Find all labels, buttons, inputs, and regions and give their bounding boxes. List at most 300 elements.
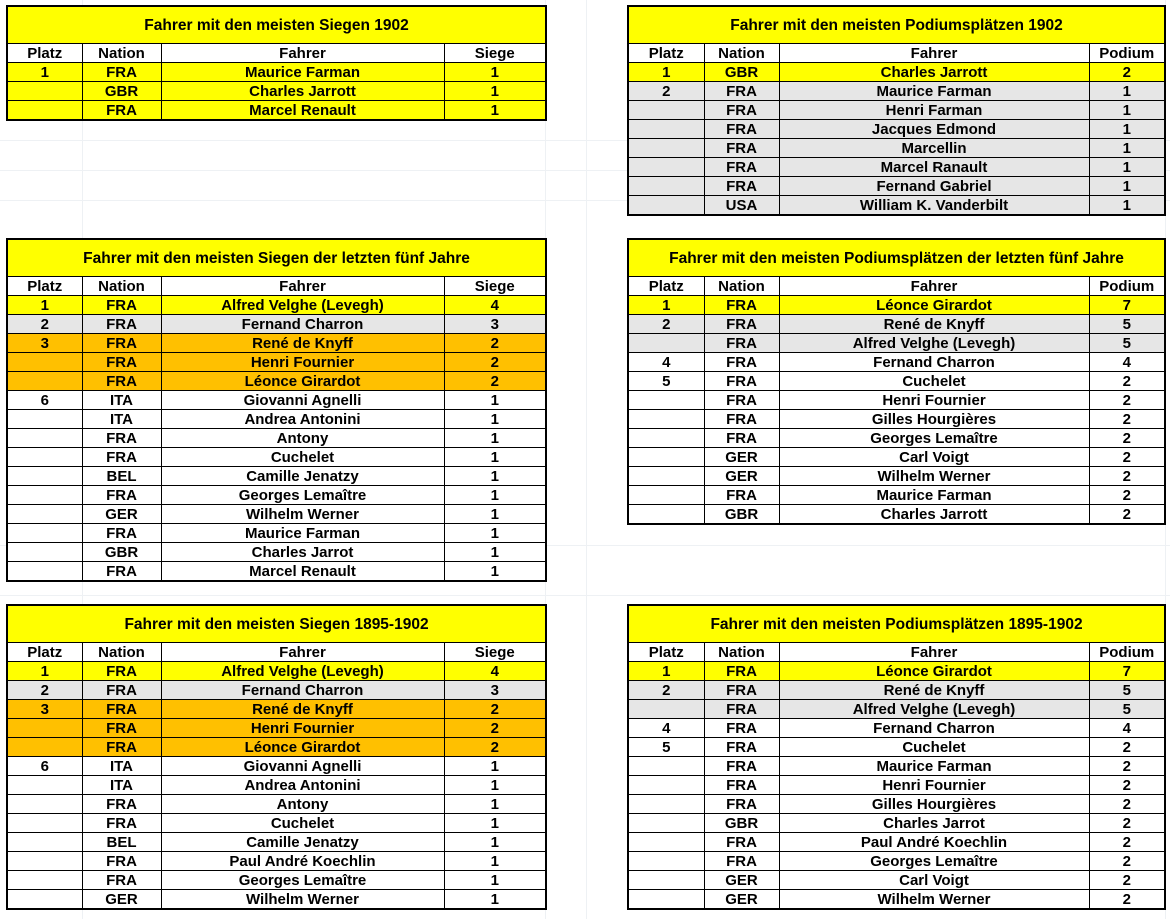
cell-platz <box>628 467 704 486</box>
cell-nation: FRA <box>82 334 161 353</box>
cell-nation: FRA <box>704 139 779 158</box>
column-header-siege: Siege <box>444 44 546 63</box>
cell-platz <box>628 120 704 139</box>
cell-nation: FRA <box>704 315 779 334</box>
table-row <box>7 871 546 890</box>
cell-platz <box>7 738 82 757</box>
cell-fahrer: René de Knyff <box>779 315 1089 334</box>
cell-nation: FRA <box>82 101 161 121</box>
cell-nation: FRA <box>704 486 779 505</box>
cell-platz <box>7 486 82 505</box>
cell-fahrer: Cuchelet <box>161 814 444 833</box>
cell-platz <box>628 890 704 910</box>
table-row <box>7 562 546 582</box>
cell-nation: FRA <box>82 429 161 448</box>
cell-platz <box>7 833 82 852</box>
cell-fahrer: Giovanni Agnelli <box>161 757 444 776</box>
cell-siege: 1 <box>444 871 546 890</box>
cell-nation: FRA <box>82 372 161 391</box>
cell-fahrer: Fernand Charron <box>161 681 444 700</box>
table-podium-1902 <box>627 5 1166 216</box>
cell-nation: FRA <box>82 562 161 582</box>
cell-platz <box>7 776 82 795</box>
table-row <box>7 82 546 101</box>
column-header-fahrer: Fahrer <box>779 44 1089 63</box>
column-header-podium: Podium <box>1089 643 1165 662</box>
cell-podium: 2 <box>1089 833 1165 852</box>
table-row <box>628 296 1165 315</box>
cell-fahrer: Andrea Antonini <box>161 410 444 429</box>
cell-podium: 2 <box>1089 757 1165 776</box>
cell-fahrer: Gilles Hourgières <box>779 410 1089 429</box>
cell-platz: 6 <box>7 757 82 776</box>
cell-platz <box>628 448 704 467</box>
cell-podium: 1 <box>1089 82 1165 101</box>
table-row <box>7 524 546 543</box>
table-row <box>628 63 1165 82</box>
cell-platz <box>7 562 82 582</box>
table-row <box>7 315 546 334</box>
table-row <box>628 410 1165 429</box>
cell-fahrer: Antony <box>161 795 444 814</box>
table-row <box>7 700 546 719</box>
cell-nation: ITA <box>82 776 161 795</box>
cell-fahrer: Cuchelet <box>779 372 1089 391</box>
cell-nation: FRA <box>82 852 161 871</box>
cell-nation: FRA <box>82 524 161 543</box>
cell-fahrer: Charles Jarrott <box>779 505 1089 525</box>
cell-podium: 2 <box>1089 776 1165 795</box>
cell-nation: FRA <box>704 372 779 391</box>
table-row <box>628 814 1165 833</box>
cell-platz <box>7 353 82 372</box>
cell-platz <box>7 101 82 121</box>
cell-fahrer: Wilhelm Werner <box>779 890 1089 910</box>
cell-podium: 2 <box>1089 429 1165 448</box>
cell-platz: 2 <box>628 681 704 700</box>
table-row <box>7 410 546 429</box>
cell-podium: 2 <box>1089 814 1165 833</box>
cell-nation: GER <box>704 890 779 910</box>
table-siege-1902 <box>6 5 547 121</box>
table-row <box>7 681 546 700</box>
cell-siege: 1 <box>444 795 546 814</box>
column-header-fahrer: Fahrer <box>779 277 1089 296</box>
cell-nation: FRA <box>704 101 779 120</box>
cell-nation: FRA <box>704 662 779 681</box>
cell-podium: 2 <box>1089 63 1165 82</box>
table-row <box>628 391 1165 410</box>
cell-platz <box>7 890 82 910</box>
cell-nation: FRA <box>704 852 779 871</box>
table-row <box>628 776 1165 795</box>
table-row <box>7 63 546 82</box>
cell-fahrer: Maurice Farman <box>779 82 1089 101</box>
cell-platz: 2 <box>628 82 704 101</box>
table-row <box>7 467 546 486</box>
table-row <box>628 681 1165 700</box>
cell-nation: FRA <box>704 296 779 315</box>
cell-nation: FRA <box>82 353 161 372</box>
cell-platz: 1 <box>7 662 82 681</box>
table-row <box>628 738 1165 757</box>
cell-podium: 2 <box>1089 486 1165 505</box>
cell-siege: 2 <box>444 738 546 757</box>
cell-siege: 1 <box>444 391 546 410</box>
table-row <box>7 486 546 505</box>
column-header-platz: Platz <box>628 643 704 662</box>
cell-platz <box>7 814 82 833</box>
table-row <box>628 890 1165 910</box>
cell-nation: FRA <box>82 738 161 757</box>
cell-fahrer: Léonce Girardot <box>161 738 444 757</box>
cell-siege: 1 <box>444 852 546 871</box>
cell-fahrer: Camille Jenatzy <box>161 467 444 486</box>
cell-nation: ITA <box>82 391 161 410</box>
cell-podium: 2 <box>1089 391 1165 410</box>
table-row <box>628 372 1165 391</box>
cell-nation: FRA <box>82 719 161 738</box>
table-row <box>628 315 1165 334</box>
cell-fahrer: Paul André Koechlin <box>779 833 1089 852</box>
table-row <box>7 757 546 776</box>
table-row <box>7 505 546 524</box>
cell-fahrer: René de Knyff <box>779 681 1089 700</box>
column-header-fahrer: Fahrer <box>161 277 444 296</box>
table-podium-5jahre <box>627 238 1166 525</box>
table-row <box>628 429 1165 448</box>
cell-platz <box>628 101 704 120</box>
cell-fahrer: Alfred Velghe (Levegh) <box>779 700 1089 719</box>
cell-siege: 4 <box>444 296 546 315</box>
cell-fahrer: Paul André Koechlin <box>161 852 444 871</box>
column-header-fahrer: Fahrer <box>161 643 444 662</box>
cell-platz <box>628 871 704 890</box>
cell-nation: BEL <box>82 833 161 852</box>
cell-fahrer: Maurice Farman <box>779 757 1089 776</box>
cell-podium: 2 <box>1089 852 1165 871</box>
cell-nation: GBR <box>704 505 779 525</box>
cell-fahrer: Cuchelet <box>161 448 444 467</box>
column-header-platz: Platz <box>628 44 704 63</box>
cell-fahrer: Georges Lemaître <box>779 852 1089 871</box>
table-row <box>7 372 546 391</box>
cell-platz <box>628 505 704 525</box>
table-row <box>628 334 1165 353</box>
table-row <box>628 662 1165 681</box>
table-row <box>7 543 546 562</box>
cell-nation: FRA <box>704 681 779 700</box>
cell-fahrer: Léonce Girardot <box>161 372 444 391</box>
cell-fahrer: Charles Jarrott <box>779 63 1089 82</box>
cell-platz: 6 <box>7 391 82 410</box>
cell-fahrer: Jacques Edmond <box>779 120 1089 139</box>
cell-podium: 1 <box>1089 196 1165 216</box>
column-header-fahrer: Fahrer <box>161 44 444 63</box>
cell-nation: FRA <box>82 486 161 505</box>
cell-podium: 2 <box>1089 738 1165 757</box>
cell-platz <box>628 334 704 353</box>
cell-fahrer: Maurice Farman <box>161 63 444 82</box>
cell-fahrer: Maurice Farman <box>161 524 444 543</box>
table-row <box>628 700 1165 719</box>
column-header-siege: Siege <box>444 277 546 296</box>
cell-siege: 1 <box>444 543 546 562</box>
cell-nation: FRA <box>82 681 161 700</box>
column-header-nation: Nation <box>704 277 779 296</box>
cell-siege: 1 <box>444 757 546 776</box>
cell-nation: FRA <box>82 63 161 82</box>
cell-siege: 1 <box>444 467 546 486</box>
cell-siege: 2 <box>444 353 546 372</box>
cell-fahrer: Wilhelm Werner <box>161 505 444 524</box>
cell-siege: 1 <box>444 833 546 852</box>
cell-nation: ITA <box>82 410 161 429</box>
cell-podium: 5 <box>1089 681 1165 700</box>
table-title: Fahrer mit den meisten Podiumsplätzen 1902 <box>628 6 1165 44</box>
cell-siege: 1 <box>444 101 546 121</box>
cell-platz <box>7 410 82 429</box>
cell-nation: FRA <box>704 738 779 757</box>
cell-platz: 1 <box>628 296 704 315</box>
cell-siege: 2 <box>444 700 546 719</box>
table-row <box>7 391 546 410</box>
cell-podium: 1 <box>1089 139 1165 158</box>
cell-fahrer: Marcellin <box>779 139 1089 158</box>
cell-siege: 1 <box>444 890 546 910</box>
cell-siege: 3 <box>444 315 546 334</box>
table-siege-5jahre <box>6 238 547 582</box>
table-row <box>7 890 546 910</box>
cell-fahrer: Fernand Gabriel <box>779 177 1089 196</box>
cell-nation: BEL <box>82 467 161 486</box>
cell-fahrer: Marcel Ranault <box>779 158 1089 177</box>
cell-fahrer: Georges Lemaître <box>779 429 1089 448</box>
cell-platz <box>628 177 704 196</box>
table-row <box>7 296 546 315</box>
table-row <box>7 738 546 757</box>
cell-podium: 5 <box>1089 334 1165 353</box>
cell-nation: GBR <box>82 543 161 562</box>
cell-fahrer: Carl Voigt <box>779 871 1089 890</box>
grid-line <box>0 595 1170 596</box>
cell-fahrer: Cuchelet <box>779 738 1089 757</box>
cell-platz: 2 <box>628 315 704 334</box>
cell-platz <box>628 429 704 448</box>
table-row <box>628 120 1165 139</box>
cell-podium: 4 <box>1089 719 1165 738</box>
table-row <box>7 852 546 871</box>
cell-nation: FRA <box>82 296 161 315</box>
column-header-nation: Nation <box>82 44 161 63</box>
table-podium-1895-1902 <box>627 604 1166 910</box>
table-row <box>628 833 1165 852</box>
cell-podium: 2 <box>1089 890 1165 910</box>
cell-fahrer: Henri Fournier <box>779 391 1089 410</box>
table-row <box>7 101 546 121</box>
cell-fahrer: Andrea Antonini <box>161 776 444 795</box>
table-row <box>628 467 1165 486</box>
cell-fahrer: Camille Jenatzy <box>161 833 444 852</box>
cell-siege: 1 <box>444 486 546 505</box>
cell-fahrer: Marcel Renault <box>161 562 444 582</box>
cell-platz <box>7 372 82 391</box>
table-row <box>7 776 546 795</box>
cell-podium: 2 <box>1089 372 1165 391</box>
cell-nation: ITA <box>82 757 161 776</box>
cell-nation: FRA <box>704 700 779 719</box>
column-header-podium: Podium <box>1089 44 1165 63</box>
table-row <box>628 158 1165 177</box>
cell-nation: FRA <box>82 814 161 833</box>
cell-nation: GER <box>704 467 779 486</box>
cell-nation: FRA <box>704 353 779 372</box>
cell-podium: 2 <box>1089 410 1165 429</box>
cell-platz <box>7 448 82 467</box>
cell-fahrer: Marcel Renault <box>161 101 444 121</box>
cell-fahrer: Fernand Charron <box>779 353 1089 372</box>
column-header-platz: Platz <box>7 277 82 296</box>
cell-fahrer: Alfred Velghe (Levegh) <box>779 334 1089 353</box>
cell-fahrer: Charles Jarrot <box>161 543 444 562</box>
cell-platz <box>628 852 704 871</box>
cell-nation: FRA <box>704 719 779 738</box>
cell-fahrer: Fernand Charron <box>161 315 444 334</box>
cell-fahrer: Léonce Girardot <box>779 662 1089 681</box>
cell-fahrer: René de Knyff <box>161 334 444 353</box>
cell-siege: 3 <box>444 681 546 700</box>
table-title: Fahrer mit den meisten Siegen 1895-1902 <box>7 605 546 643</box>
cell-nation: FRA <box>704 410 779 429</box>
cell-fahrer: Georges Lemaître <box>161 486 444 505</box>
column-header-nation: Nation <box>82 277 161 296</box>
cell-platz <box>628 139 704 158</box>
cell-siege: 1 <box>444 429 546 448</box>
cell-fahrer: Alfred Velghe (Levegh) <box>161 662 444 681</box>
cell-fahrer: Gilles Hourgières <box>779 795 1089 814</box>
cell-platz: 3 <box>7 334 82 353</box>
cell-nation: GBR <box>82 82 161 101</box>
cell-platz: 4 <box>628 353 704 372</box>
cell-siege: 4 <box>444 662 546 681</box>
column-header-nation: Nation <box>82 643 161 662</box>
cell-platz: 2 <box>7 315 82 334</box>
table-row <box>7 833 546 852</box>
table-title: Fahrer mit den meisten Podiumsplätzen der letzten fünf Jahre <box>628 239 1165 277</box>
cell-platz: 1 <box>7 63 82 82</box>
cell-platz: 4 <box>628 719 704 738</box>
cell-fahrer: Charles Jarrott <box>161 82 444 101</box>
cell-platz <box>628 757 704 776</box>
cell-podium: 4 <box>1089 353 1165 372</box>
cell-nation: FRA <box>82 871 161 890</box>
cell-platz <box>7 467 82 486</box>
table-row <box>7 814 546 833</box>
cell-nation: FRA <box>704 158 779 177</box>
table-row <box>7 429 546 448</box>
cell-nation: FRA <box>704 429 779 448</box>
cell-siege: 1 <box>444 448 546 467</box>
cell-nation: FRA <box>704 391 779 410</box>
column-header-nation: Nation <box>704 643 779 662</box>
table-row <box>628 486 1165 505</box>
cell-platz: 1 <box>628 662 704 681</box>
cell-platz <box>7 871 82 890</box>
cell-podium: 1 <box>1089 158 1165 177</box>
table-title: Fahrer mit den meisten Siegen der letzten fünf Jahre <box>7 239 546 277</box>
cell-siege: 1 <box>444 776 546 795</box>
table-row <box>628 795 1165 814</box>
table-row <box>628 82 1165 101</box>
cell-podium: 1 <box>1089 177 1165 196</box>
cell-podium: 2 <box>1089 795 1165 814</box>
cell-nation: FRA <box>704 82 779 101</box>
table-row <box>628 505 1165 525</box>
cell-podium: 7 <box>1089 296 1165 315</box>
table-row <box>628 177 1165 196</box>
table-row <box>628 757 1165 776</box>
cell-nation: FRA <box>704 334 779 353</box>
cell-nation: FRA <box>82 448 161 467</box>
cell-podium: 1 <box>1089 120 1165 139</box>
cell-nation: GER <box>704 871 779 890</box>
cell-nation: FRA <box>82 795 161 814</box>
table-row <box>628 719 1165 738</box>
table-row <box>7 719 546 738</box>
table-row <box>628 196 1165 216</box>
table-row <box>7 353 546 372</box>
table-row <box>628 852 1165 871</box>
column-header-platz: Platz <box>7 643 82 662</box>
cell-nation: USA <box>704 196 779 216</box>
cell-siege: 1 <box>444 82 546 101</box>
cell-siege: 1 <box>444 814 546 833</box>
cell-platz: 1 <box>628 63 704 82</box>
cell-siege: 1 <box>444 524 546 543</box>
cell-fahrer: Wilhelm Werner <box>779 467 1089 486</box>
column-header-fahrer: Fahrer <box>779 643 1089 662</box>
cell-nation: GBR <box>704 814 779 833</box>
table-row <box>7 662 546 681</box>
cell-platz <box>7 852 82 871</box>
cell-siege: 2 <box>444 719 546 738</box>
cell-platz: 5 <box>628 738 704 757</box>
cell-platz <box>7 543 82 562</box>
cell-fahrer: William K. Vanderbilt <box>779 196 1089 216</box>
cell-fahrer: Fernand Charron <box>779 719 1089 738</box>
cell-nation: FRA <box>82 662 161 681</box>
cell-platz <box>7 429 82 448</box>
cell-fahrer: Wilhelm Werner <box>161 890 444 910</box>
table-row <box>7 795 546 814</box>
cell-fahrer: Charles Jarrot <box>779 814 1089 833</box>
cell-fahrer: Carl Voigt <box>779 448 1089 467</box>
cell-platz <box>628 391 704 410</box>
cell-nation: FRA <box>704 120 779 139</box>
cell-fahrer: Maurice Farman <box>779 486 1089 505</box>
cell-fahrer: Georges Lemaître <box>161 871 444 890</box>
cell-podium: 2 <box>1089 505 1165 525</box>
table-row <box>7 334 546 353</box>
cell-podium: 1 <box>1089 101 1165 120</box>
cell-platz <box>628 776 704 795</box>
table-title: Fahrer mit den meisten Podiumsplätzen 1895-1902 <box>628 605 1165 643</box>
cell-nation: FRA <box>704 833 779 852</box>
cell-platz: 5 <box>628 372 704 391</box>
cell-nation: GER <box>82 505 161 524</box>
cell-nation: FRA <box>704 795 779 814</box>
cell-platz <box>7 719 82 738</box>
